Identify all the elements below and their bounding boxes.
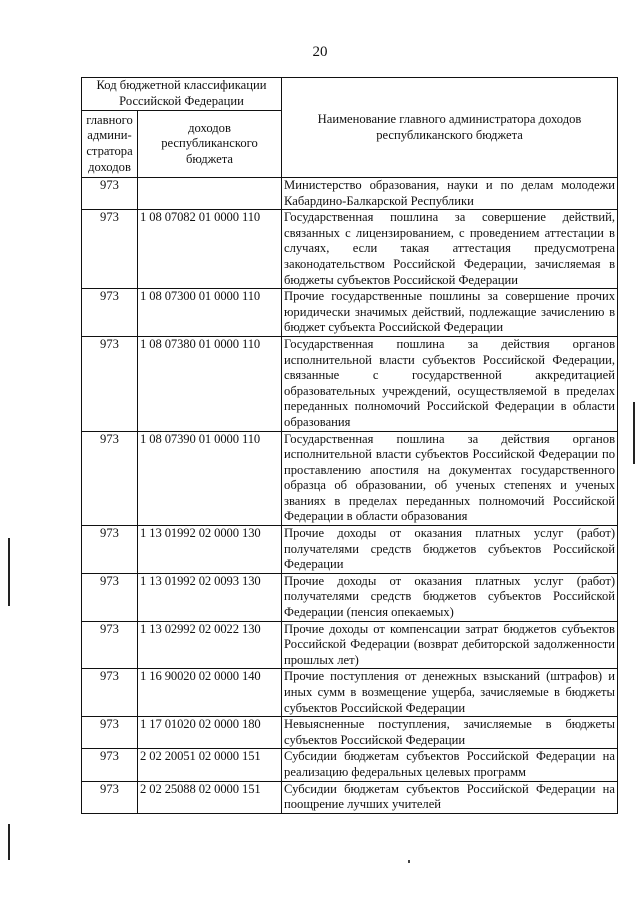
admin-code-cell: 973 bbox=[82, 749, 138, 781]
admin-code-cell: 973 bbox=[82, 336, 138, 431]
table-row bbox=[82, 669, 618, 717]
revenue-code-cell: 1 13 02992 02 0022 130 bbox=[138, 621, 282, 669]
admin-code-cell: 973 bbox=[82, 621, 138, 669]
table-row bbox=[82, 178, 618, 210]
page-number: 20 bbox=[312, 44, 328, 60]
admin-code-cell: 973 bbox=[82, 210, 138, 289]
administrator-name-cell: Субсидии бюджетам субъектов Российской Федерации на поощрение лучших учителей bbox=[282, 781, 618, 813]
revenue-code-cell: 1 16 90020 02 0000 140 bbox=[138, 669, 282, 717]
administrator-name-cell: Прочие государственные пошлины за совершение прочих юридически значимых действий, подлежащие зачислению в бюджет субъекта Российской Федерации bbox=[282, 289, 618, 337]
administrator-name-cell: Прочие доходы от оказания платных услуг (работ) получателями средств бюджетов субъектов Российской Федерации (пенсия опекаемых) bbox=[282, 573, 618, 621]
scan-margin-mark bbox=[8, 824, 10, 860]
revenue-code-cell: 1 08 07380 01 0000 110 bbox=[138, 336, 282, 431]
admin-code-cell: 973 bbox=[82, 178, 138, 210]
table-row bbox=[82, 210, 618, 289]
table-row bbox=[82, 289, 618, 337]
admin-code-cell: 973 bbox=[82, 781, 138, 813]
admin-code-cell: 973 bbox=[82, 669, 138, 717]
revenue-code-cell bbox=[138, 178, 282, 210]
table-row bbox=[82, 717, 618, 749]
scan-speck bbox=[408, 860, 410, 863]
administrator-name-cell: Прочие доходы от оказания платных услуг (работ) получателями средств бюджетов субъектов Российской Федерации bbox=[282, 526, 618, 574]
administrator-name-cell: Министерство образования, науки и по делам молодежи Кабардино-Балкарской Республики bbox=[282, 178, 618, 210]
administrator-name-cell: Государственная пошлина за действия органов исполнительной власти субъектов Российской Федерации, связанные с государственной аккредитацией образовательных учреждений, осуществляемой в пределах переданных полномочий Российской Федерации в области образования bbox=[282, 336, 618, 431]
revenue-code-cell: 2 02 20051 02 0000 151 bbox=[138, 749, 282, 781]
admin-code-cell: 973 bbox=[82, 431, 138, 526]
table-row bbox=[82, 336, 618, 431]
admin-column-header: главного админи-стратора доходов bbox=[82, 111, 138, 178]
scan-margin-mark bbox=[8, 538, 10, 606]
table-row bbox=[82, 573, 618, 621]
administrator-name-cell: Прочие доходы от компенсации затрат бюджетов субъектов Российской Федерации (возврат дебиторской задолженности прошлых лет) bbox=[282, 621, 618, 669]
scan-margin-mark bbox=[633, 402, 635, 464]
revenue-code-cell: 1 08 07390 01 0000 110 bbox=[138, 431, 282, 526]
administrator-name-cell: Государственная пошлина за совершение действий, связанных с лицензированием, с проведением аттестации в случаях, если такая аттестация предусмотрена законодательством Российской Федерации, зачисляемая в бюджеты субъектов Российской Федерации bbox=[282, 210, 618, 289]
revenue-code-cell: 1 08 07300 01 0000 110 bbox=[138, 289, 282, 337]
administrator-name-cell: Невыясненные поступления, зачисляемые в бюджеты субъектов Российской Федерации bbox=[282, 717, 618, 749]
kbk-group-header: Код бюджетной классификации Российской Федерации bbox=[82, 78, 282, 111]
revenue-column-header: доходов республиканского бюджета bbox=[138, 111, 282, 178]
admin-code-cell: 973 bbox=[82, 573, 138, 621]
revenue-code-cell: 2 02 25088 02 0000 151 bbox=[138, 781, 282, 813]
administrator-name-cell: Прочие поступления от денежных взысканий (штрафов) и иных сумм в возмещение ущерба, зачисляемые в бюджеты субъектов Российской Федерации bbox=[282, 669, 618, 717]
table-row bbox=[82, 749, 618, 781]
administrator-name-cell: Субсидии бюджетам субъектов Российской Федерации на реализацию федеральных целевых программ bbox=[282, 749, 618, 781]
revenue-administrators-table bbox=[81, 77, 618, 814]
table-row bbox=[82, 431, 618, 526]
revenue-code-cell: 1 17 01020 02 0000 180 bbox=[138, 717, 282, 749]
revenue-code-cell: 1 08 07082 01 0000 110 bbox=[138, 210, 282, 289]
revenue-code-cell: 1 13 01992 02 0093 130 bbox=[138, 573, 282, 621]
table-row bbox=[82, 781, 618, 813]
table-row bbox=[82, 526, 618, 574]
revenue-code-cell: 1 13 01992 02 0000 130 bbox=[138, 526, 282, 574]
admin-code-cell: 973 bbox=[82, 289, 138, 337]
table-row bbox=[82, 621, 618, 669]
administrator-name-cell: Государственная пошлина за действия органов исполнительной власти субъектов Российской Федерации по проставлению апостиля на документах государственного образца об образовании, об ученых степенях и ученых званиях в пределах переданных полномочий Российской Федерации в области образования bbox=[282, 431, 618, 526]
admin-code-cell: 973 bbox=[82, 717, 138, 749]
admin-code-cell: 973 bbox=[82, 526, 138, 574]
name-column-header: Наименование главного администратора доходов республиканского бюджета bbox=[282, 78, 618, 178]
